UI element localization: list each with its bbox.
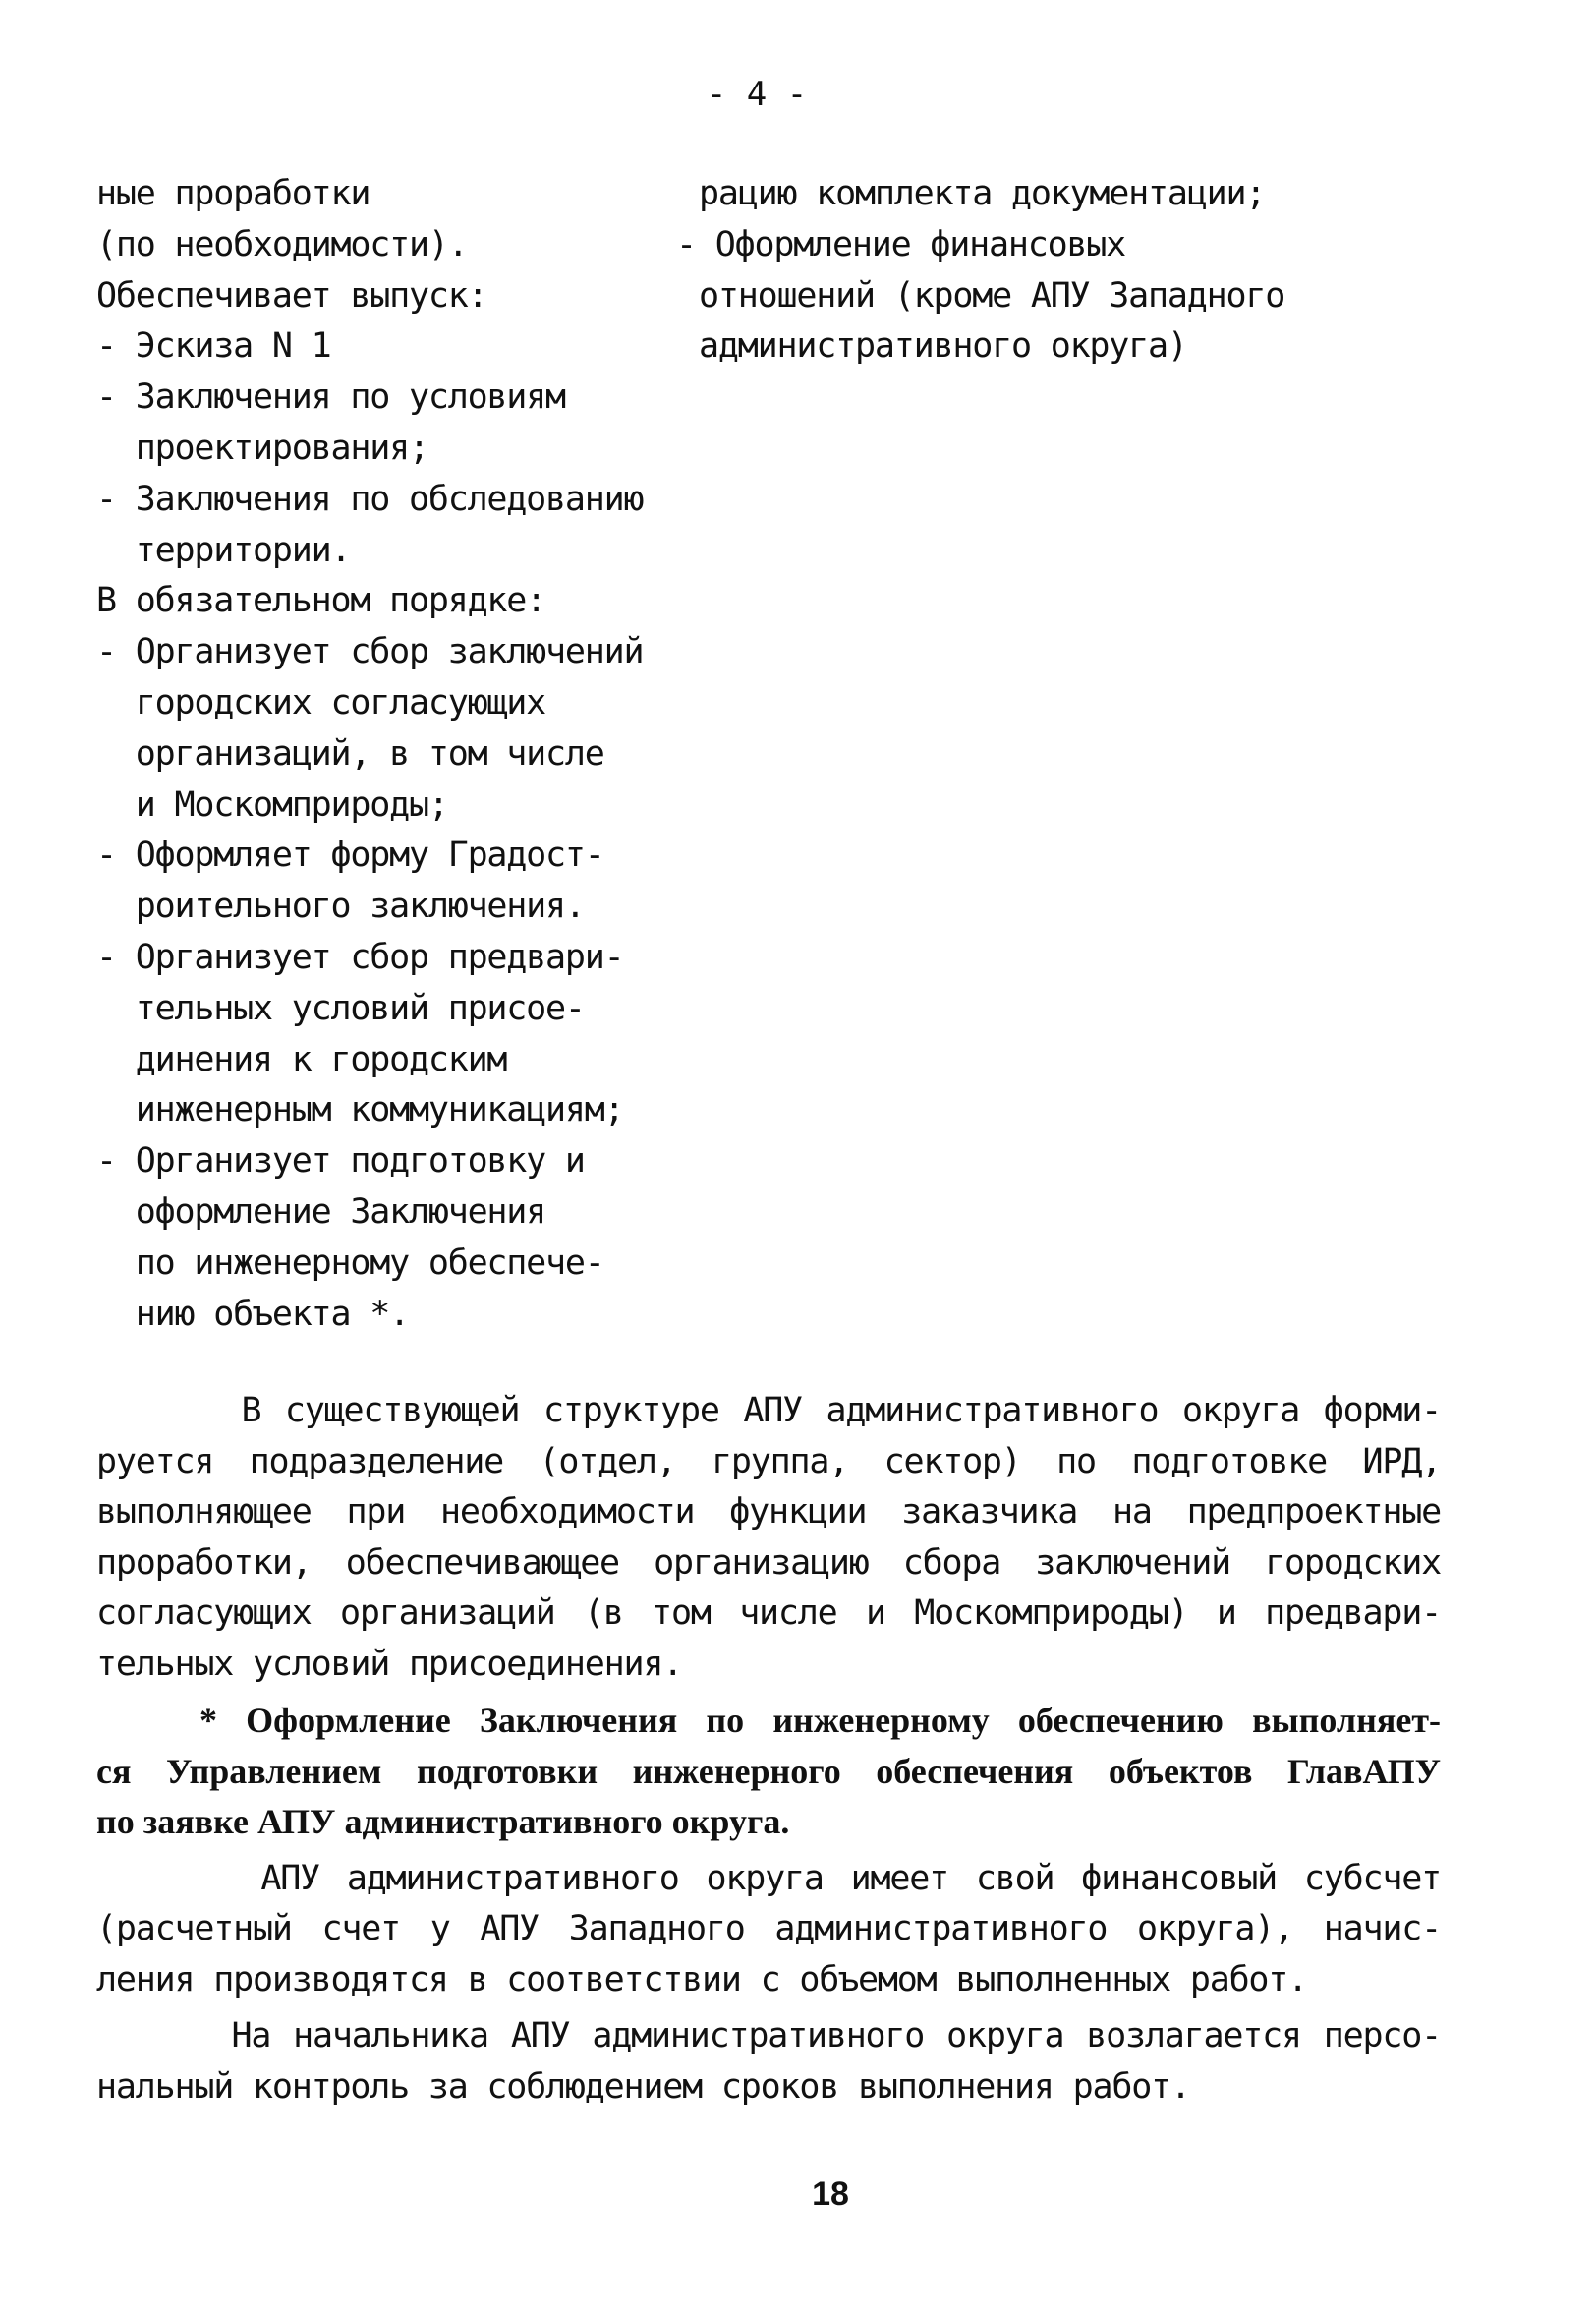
paragraph-line: нальный контроль за соблюдением сроков выполнения работ. [96, 2066, 1190, 2107]
left-line: - Оформляет форму Градост- [96, 836, 604, 876]
left-line: - Организует сбор предвари- [96, 937, 624, 977]
paragraph-line: проработки, обеспечивающее организацию сбора заключений городских [96, 1542, 1441, 1583]
paragraph-line: выполняющее при необходимости функции заказчика на предпроектные [96, 1492, 1441, 1532]
footnote-line: ся Управлением подготовки инженерного обеспечения объектов ГлавАПУ [96, 1751, 1441, 1791]
left-line: организаций, в том числе [96, 733, 604, 774]
left-column [96, 169, 686, 1340]
left-line: (по необходимости). [96, 224, 468, 264]
page-number: 18 [812, 2175, 849, 2213]
left-line: В обязательном порядке: [96, 581, 546, 621]
left-line: территории. [96, 530, 351, 570]
left-line: - Эскиза N 1 [96, 326, 331, 367]
paragraph-line: ления производятся в соответствии с объемом выполненных работ. [96, 1959, 1308, 1999]
paragraph-line: На начальника АПУ административного округа возлагается персо- [96, 2016, 1441, 2055]
left-line: нию объекта *. [96, 1294, 409, 1334]
paragraph-line: В существующей структуре АПУ административного округа форми- [96, 1391, 1441, 1430]
left-line: - Заключения по обследованию [96, 479, 644, 519]
left-line: городских согласующих [96, 682, 546, 723]
paragraph-line: тельных условий присоединения. [96, 1644, 683, 1684]
left-line: динения к городским [96, 1039, 507, 1079]
main-text [96, 1386, 1441, 2113]
right-line: - Оформление финансовых [676, 224, 1126, 264]
footnote-block [96, 1696, 1441, 1848]
left-line: Обеспечивает выпуск: [96, 275, 487, 316]
right-line: административного округа) [699, 326, 1187, 367]
footnote-line: * Оформление Заключения по инженерному обеспечению выполняет- [200, 1701, 1441, 1740]
paragraph-line: согласующих организаций (в том числе и Москомприроды) и предвари- [96, 1593, 1441, 1633]
paragraph-line: (расчетный счет у АПУ Западного административного округа), начис- [96, 1909, 1441, 1948]
right-column [666, 169, 1433, 373]
left-line: оформление Заключения [96, 1191, 546, 1232]
right-line: рацию комплекта документации; [699, 174, 1266, 213]
left-line: и Москомприроды; [96, 784, 448, 825]
left-line: - Заключения по условиям [96, 377, 565, 418]
footnote-line: по заявке АПУ административного округа. [96, 1802, 790, 1841]
left-line: по инженерному обеспече- [96, 1243, 604, 1283]
left-line: ные проработки [96, 174, 370, 213]
paragraph-line: АПУ административного округа имеет свой финансовый субсчет [96, 1858, 1441, 1898]
paragraph-finance [96, 1854, 1441, 2006]
left-line: - Организует сбор заключений [96, 632, 644, 672]
paragraph-control [96, 2011, 1441, 2113]
left-line: инженерным коммуникациям; [96, 1090, 624, 1130]
left-line: тельных условий присое- [96, 988, 585, 1028]
paragraph-line: руется подразделение (отдел, группа, сектор) по подготовке ИРД, [96, 1441, 1441, 1481]
left-line: - Организует подготовку и [96, 1141, 585, 1182]
paragraph-structure [96, 1386, 1441, 1690]
right-line: отношений (кроме АПУ Западного [699, 275, 1285, 316]
left-line: проектирования; [96, 428, 428, 468]
left-line: роительного заключения. [96, 887, 585, 927]
page-marker: - 4 - [706, 75, 808, 114]
